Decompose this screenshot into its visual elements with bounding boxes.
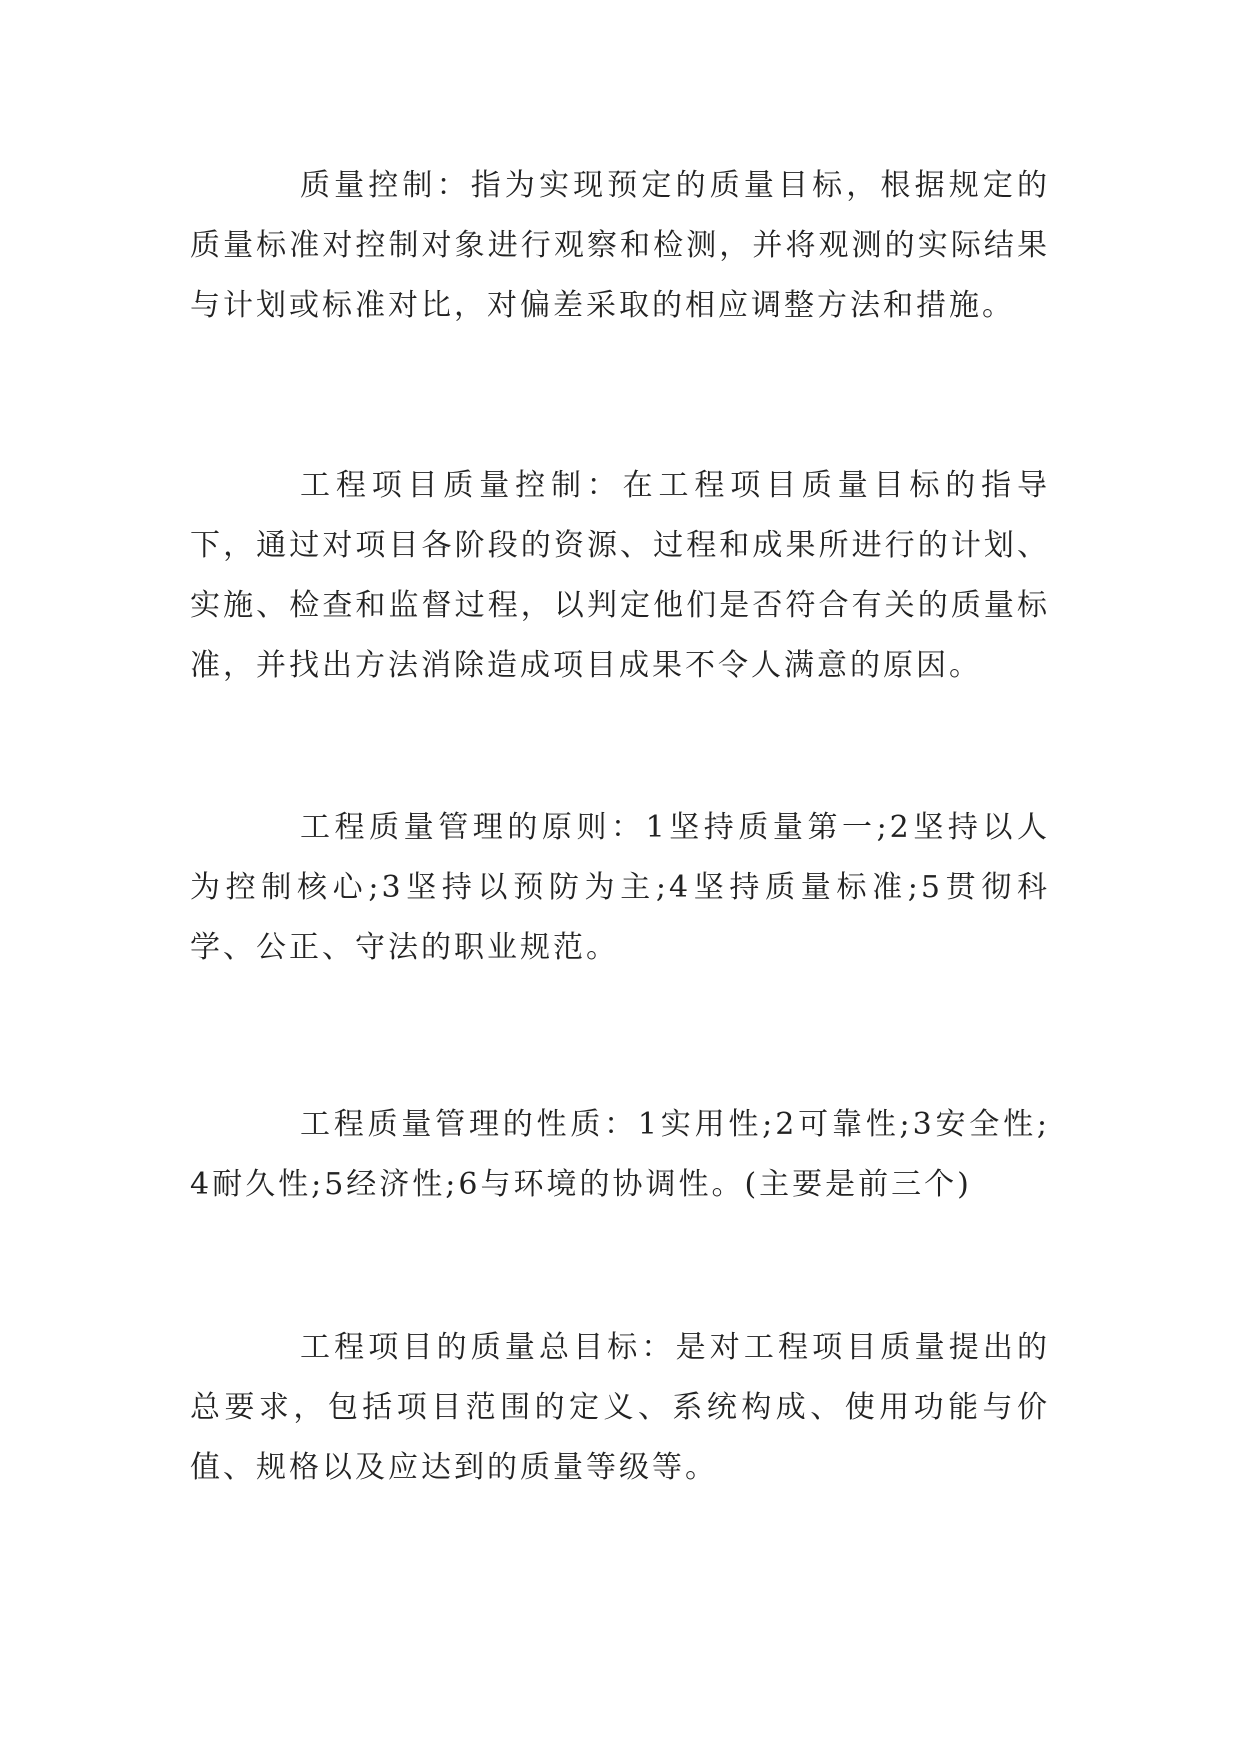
paragraph-overall-quality-objective: 工程项目的质量总目标：是对工程项目质量提出的总要求，包括项目范围的定义、系统构成、使用功能与价值、规格以及应达到的质量等级等。 xyxy=(190,1330,1050,1485)
paragraph-quality-control-definition: 质量控制：指为实现预定的质量目标，根据规定的质量标准对控制对象进行观察和检测，并将观测的实际结果与计划或标准对比，对偏差采取的相应调整方法和措施。 xyxy=(190,168,1050,323)
paragraph-quality-management-principles: 工程质量管理的原则：1坚持质量第一;2坚持以人为控制核心;3坚持以预防为主;4坚持质量标准;5贯彻科学、公正、守法的职业规范。 xyxy=(190,810,1050,965)
paragraph-quality-management-properties: 工程质量管理的性质：1实用性;2可靠性;3安全性;4耐久性;5经济性;6与环境的协调性。(主要是前三个) xyxy=(190,1107,1050,1202)
paragraph-project-quality-control: 工程项目质量控制：在工程项目质量目标的指导下，通过对项目各阶段的资源、过程和成果所进行的计划、实施、检查和监督过程，以判定他们是否符合有关的质量标准，并找出方法消除造成项目成果不令人满意的原因。 xyxy=(190,468,1050,683)
